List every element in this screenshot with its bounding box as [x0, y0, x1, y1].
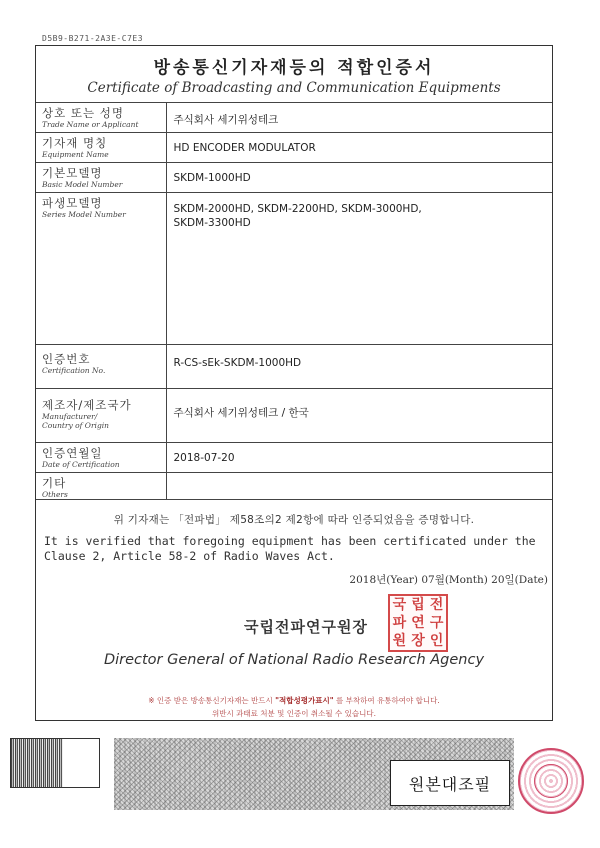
certificate-title-english: Certificate of Broadcasting and Communication Equipments: [87, 80, 501, 96]
field-row-manufacturer: [36, 389, 552, 443]
field-value-basic-model: SKDM-1000HD: [166, 163, 552, 193]
field-row-series-model: [36, 193, 552, 345]
field-label-korean: 제조자/제조국가: [42, 398, 132, 412]
seal-char: 립: [411, 597, 425, 613]
field-value-series-model: [166, 193, 552, 345]
field-label: [36, 193, 166, 345]
certificate-fields-table: [36, 102, 552, 500]
field-label-korean: 파생모델명: [42, 196, 103, 210]
field-row-others: [36, 473, 552, 500]
field-label-korean: 기본모델명: [42, 166, 103, 180]
seal-char: 장: [411, 633, 425, 649]
field-label-korean: 인증번호: [42, 352, 91, 366]
seal-char: 국: [392, 597, 407, 613]
field-row-basic-model: [36, 163, 552, 193]
field-label-english: Others: [42, 490, 68, 499]
series-model-line-1: SKDM-2000HD, SKDM-2200HD, SKDM-3000HD,: [173, 203, 422, 215]
field-label: [36, 345, 166, 389]
official-seal-stamp: [388, 594, 448, 652]
seal-char: 원: [392, 633, 407, 649]
field-label-korean: 인증연월일: [42, 446, 103, 460]
statement-english: It is verified that foregoing equipment has been certificated under the Clause 2, Article 58-2 of Radio Waves Act.: [44, 534, 536, 563]
statement-korean: 위 기자재는 「전파법」 제58조의2 제2항에 따라 인증되었음을 증명합니다.: [113, 514, 475, 526]
field-label-english: Series Model Number: [42, 210, 126, 219]
issuer-korean: 국립전파연구원장: [244, 618, 368, 636]
field-value-applicant: 주식회사 세기위성테크: [166, 103, 552, 133]
notice-emphasis: "적합성평가표시": [275, 696, 334, 705]
certificate-frame: [35, 45, 553, 721]
field-label-english: Equipment Name: [42, 150, 109, 159]
field-label-korean: 기자재 명칭: [42, 136, 108, 150]
field-value-manufacturer: 주식회사 세기위성테크 / 한국: [166, 389, 552, 443]
notice-prefix: ※ 인증 받은 방송통신기자재는 반드시: [148, 696, 276, 705]
field-row-equipment-name: [36, 133, 552, 163]
notice-line-2: 위반시 과태료 처분 및 인증이 취소될 수 있습니다.: [212, 709, 376, 718]
field-label: [36, 443, 166, 473]
field-label-english: Country of Origin: [42, 421, 109, 430]
field-label-korean: 기타: [42, 476, 67, 490]
field-value-equipment-name: HD ENCODER MODULATOR: [166, 133, 552, 163]
field-row-date-of-certification: [36, 443, 552, 473]
field-value-others: [166, 473, 552, 500]
field-label: [36, 103, 166, 133]
field-label-english: Basic Model Number: [42, 180, 123, 189]
original-copy-badge: 원본대조필: [390, 760, 510, 806]
seal-char: 파: [392, 615, 407, 631]
certificate-title-korean: 방송통신기자재등의 적합인증서: [153, 58, 435, 78]
field-label: [36, 389, 166, 443]
issuer-english: Director General of National Radio Research Agency: [103, 652, 485, 668]
barcode-bars: [11, 739, 63, 787]
field-label: [36, 133, 166, 163]
round-seal-stamp-icon: [518, 748, 584, 814]
field-value-date-of-certification: 2018-07-20: [166, 443, 552, 473]
issue-date: 2018년(Year) 07월(Month) 20일(Date): [349, 574, 548, 586]
seal-char: 인: [429, 633, 444, 649]
field-label: [36, 163, 166, 193]
field-row-certification-no: [36, 345, 552, 389]
document-id: D5B9-B271-2A3E-C7E3: [42, 34, 144, 43]
field-label-english: Manufacturer/: [42, 412, 98, 421]
field-label-english: Trade Name or Applicant: [42, 120, 139, 129]
field-label-english: Certification No.: [42, 366, 106, 375]
seal-char: 전: [429, 597, 444, 613]
seal-char: 구: [429, 615, 444, 631]
field-label: [36, 473, 166, 500]
field-value-certification-no: R-CS-sEk-SKDM-1000HD: [166, 345, 552, 389]
barcode-image: [10, 738, 100, 788]
notice-text: [36, 694, 552, 720]
field-label-korean: 상호 또는 성명: [42, 106, 124, 120]
seal-char: 연: [411, 615, 425, 631]
notice-suffix: 를 부착하여 유통하여야 합니다.: [333, 696, 440, 705]
field-label-english: Date of Certification: [42, 460, 120, 469]
notice-line-1: [36, 694, 552, 707]
series-model-line-2: SKDM-3300HD: [173, 217, 251, 229]
field-row-applicant: [36, 103, 552, 133]
